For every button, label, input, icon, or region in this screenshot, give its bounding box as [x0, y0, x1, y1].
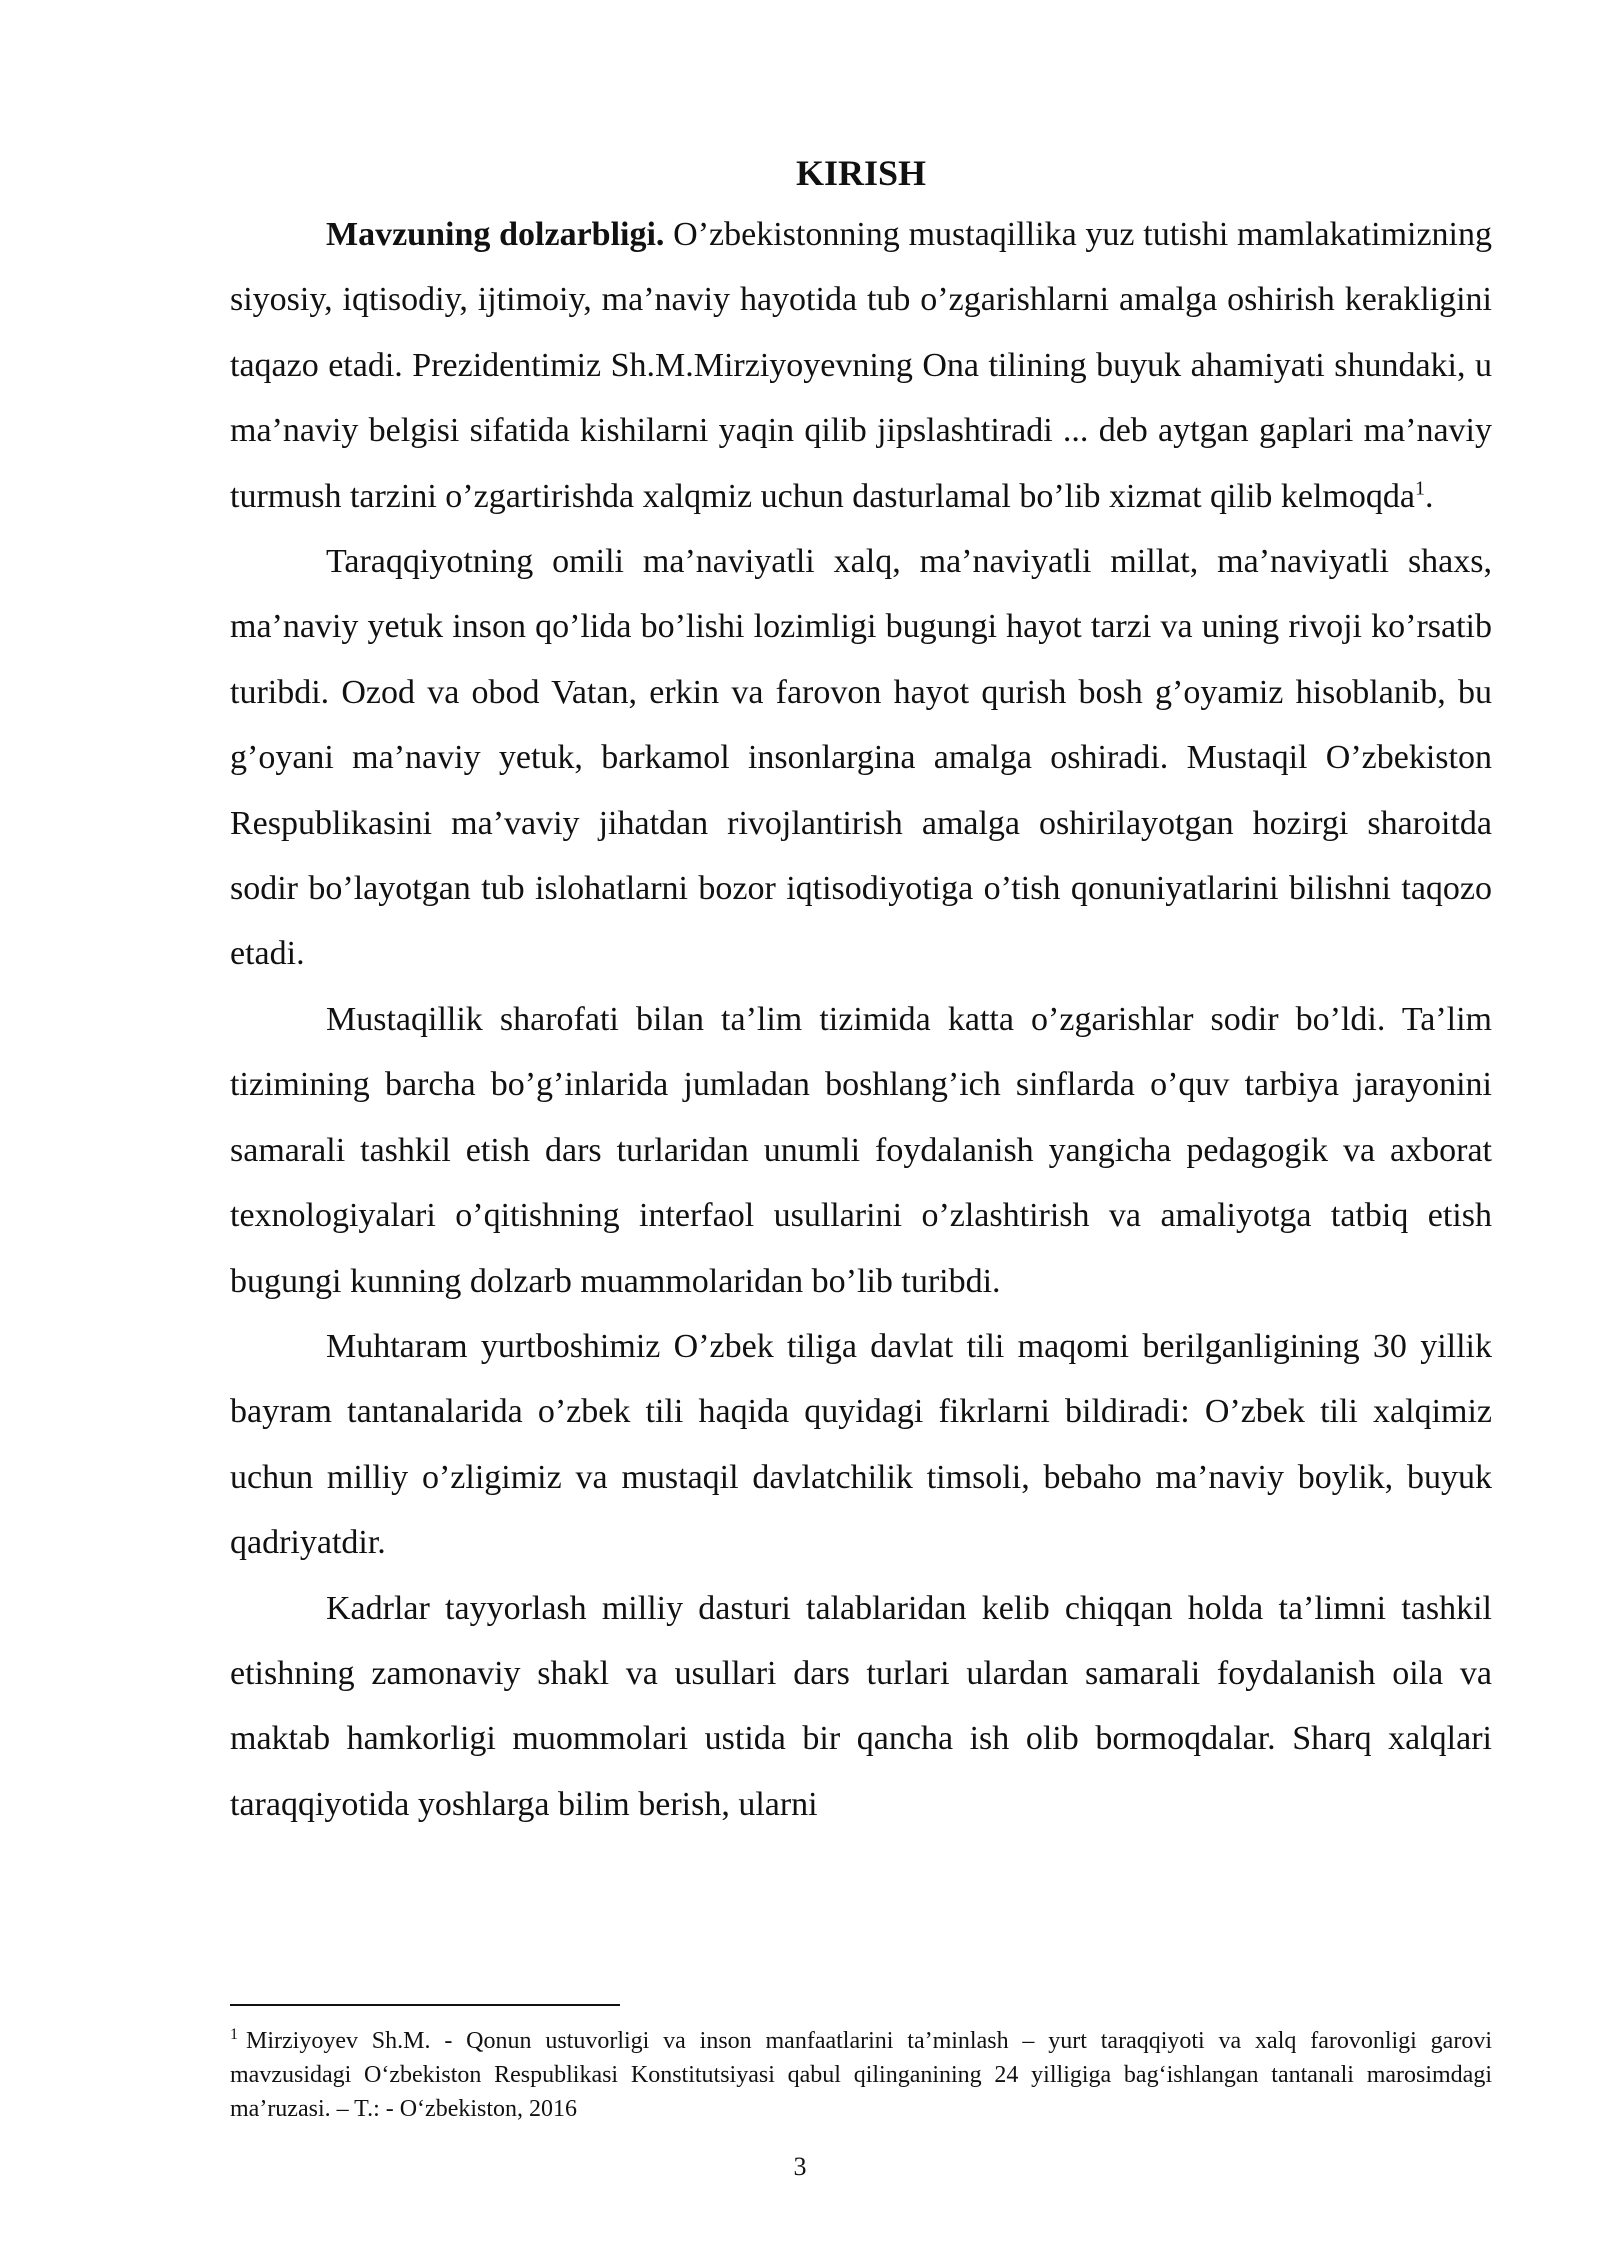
paragraph-text: O’zbekistonning mustaqillika yuz tutishi mamlakatimizning siyosiy, iqtisodiy, ijtimoiy, ma’naviy hayotida tub o’zgarishlarni amalga oshirish kerakligini taqazo etadi. Prezidentimiz Sh.M.Mirziyoyevning Ona tilining buyuk ahamiyati shundaki, u ma’naviy belgisi sifatida kishilarni yaqin qilib jipslashtiradi ... deb aytgan gaplari ma’naviy turmush tarzini o’zgartirishda xalqmiz uchun dasturlamal bo’lib xizmat qilib kelmoqda [230, 216, 1492, 515]
footnote-separator [230, 2004, 620, 2006]
footnote [230, 2024, 1492, 2126]
paragraph-lead: Mavzuning dolzarbligi. [326, 216, 665, 253]
paragraph-development: Taraqqiyotning omili ma’naviyatli xalq, ma’naviyatli millat, ma’naviyatli shaxs, ma’naviy yetuk inson qo’lida bo’lishi lozimligi bugungi hayot tarzi va uning rivoji ko’rsatib turibdi. Ozod va obod Vatan, erkin va farovon hayot qurish bosh g’oyamiz hisoblanib, bu g’oyani ma’naviy yetuk, barkamol insonlargina amalga oshiradi. Mustaqil O’zbekiston Respublikasini ma’vaviy jihatdan rivojlantirish amalga oshirilayotgan hozirgi sharoitda sodir bo’layotgan tub islohatlarni bozor iqtisodiyotiga o’tish qonuniyatlarini bilishni taqozo etadi. [230, 543, 1492, 973]
paragraph-personnel-training: Kadrlar tayyorlash milliy dasturi talablaridan kelib chiqqan holda ta’limni tashkil etishning zamonaviy shakl va usullari dars turlari ulardan samarali foydalanish oila va maktab hamkorligi muommolari ustida bir qancha ish olib bormoqdalar. Sharq xalqlari taraqqiyotida yoshlarga bilim berish, ularni [230, 1589, 1492, 1823]
main-content [230, 150, 1492, 1837]
footnote-reference[interactable]: 1 [1414, 477, 1425, 500]
footnote-marker: 1 [230, 2026, 238, 2043]
paragraph-tail: . [1424, 477, 1434, 515]
paragraph-education-system: Mustaqillik sharofati bilan ta’lim tizimida katta o’zgarishlar sodir bo’ldi. Ta’lim tizimining barcha bo’g’inlarida jumladan boshlang’ich sinflarda o’quv tarbiya jarayonini samarali tashkil etish dars turlaridan unumli foydalanish yangicha pedagogik va axborat texnologiyalari o’qitishning interfaol usullarini o’zlashtirish va amaliyotga tatbiq etish bugungi kunning dolzarb muammolaridan bo’lib turibdi. [230, 1000, 1492, 1300]
paragraph-state-language: Muhtaram yurtboshimiz O’zbek tiliga davlat tili maqomi berilganligining 30 yillik bayram tantanalarida o’zbek tili haqida quyidagi fikrlarni bildiradi: O’zbek tili xalqimiz uchun milliy o’zligimiz va mustaqil davlatchilik timsoli, bebaho ma’naviy boylik, buyuk qadriyatdir. [230, 1327, 1492, 1562]
paragraph-relevance [230, 202, 1492, 529]
page-number: 3 [793, 2152, 807, 2181]
footnote-text: Mirziyoyev Sh.M. - Qonun ustuvorligi va inson manfaatlarini ta’minlash – yurt taraqqiyoti va xalq farovonligi garovi mavzusidagi O‘zbekiston Respublikasi Konstitutsiyasi qabul qilinganining 24 yilligiga bag‘ishlangan tantanali marosimdagi ma’ruzasi. – T.: - O‘zbekiston, 2016 [230, 2028, 1492, 2122]
page-heading: KIRISH [795, 153, 927, 193]
